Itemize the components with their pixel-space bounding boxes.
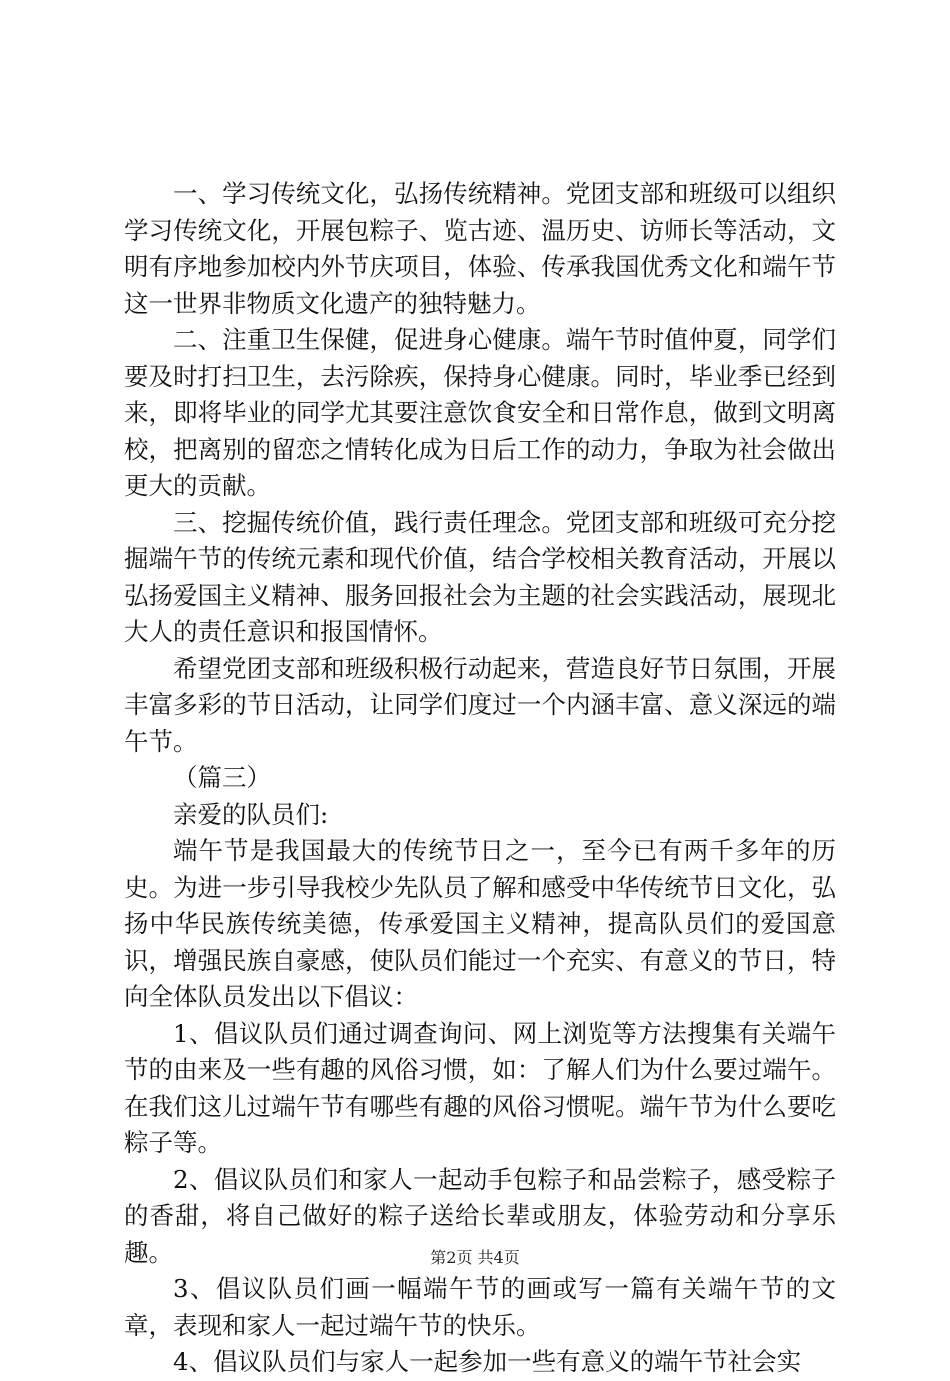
proposal-1: 1、倡议队员们通过调查询问、网上浏览等方法搜集有关端午节的由来及一些有趣的风俗习惯，如：了解人们为什么要过端午。在我们这儿过端午节有哪些有趣的风俗习惯呢。端午节为什么要吃粽子等。 (124, 1018, 836, 1157)
section-heading: （篇三） (173, 763, 271, 792)
paragraph-5: 端午节是我国最大的传统节日之一，至今已有两千多年的历史。为进一步引导我校少先队员了解和感受中华传统节日文化，弘扬中华民族传统美德，传承爱国主义精神，提高队员们的爱国意识，增强民族自豪感，使队员们能过一个充实、有意义的节日，特向全体队员发出以下倡议： (124, 836, 836, 1011)
proposal-3: 3、倡议队员们画一幅端午节的画或写一篇有关端午节的文章，表现和家人一起过端午节的快乐。 (124, 1274, 836, 1340)
page-footer: 第2页 共4页 (430, 1248, 520, 1267)
paragraph-1: 一、学习传统文化，弘扬传统精神。党团支部和班级可以组织学习传统文化，开展包粽子、览古迹、温历史、访师长等活动，文明有序地参加校内外节庆项目，体验、传承我国优秀文化和端午节这一世界非物质文化遗产的独特魅力。 (124, 179, 836, 318)
document-body (124, 176, 836, 1381)
salutation: 亲爱的队员们: (173, 799, 329, 829)
proposal-4: 4、倡议队员们与家人一起参加一些有意义的端午节社会实 (173, 1347, 802, 1376)
paragraph-3: 三、挖掘传统价值，践行责任理念。党团支部和班级可充分挖掘端午节的传统元素和现代价值，结合学校相关教育活动，开展以弘扬爱国主义精神、服务回报社会为主题的社会实践活动，展现北大人的责任意识和报国情怀。 (124, 507, 836, 646)
paragraph-4: 希望党团支部和班级积极行动起来，营造良好节日氛围，开展丰富多彩的节日活动，让同学们度过一个内涵丰富、意义深远的端午节。 (124, 653, 836, 756)
paragraph-2: 二、注重卫生保健，促进身心健康。端午节时值仲夏，同学们要及时打扫卫生，去污除疾，保持身心健康。同时，毕业季已经到来，即将毕业的同学尤其要注意饮食安全和日常作息，做到文明离校，把离别的留恋之情转化成为日后工作的动力，争取为社会做出更大的贡献。 (124, 325, 836, 500)
proposal-2: 2、倡议队员们和家人一起动手包粽子和品尝粽子，感受粽子的香甜，将自己做好的粽子送给长辈或朋友，体验劳动和分享乐趣。 (124, 1164, 836, 1267)
